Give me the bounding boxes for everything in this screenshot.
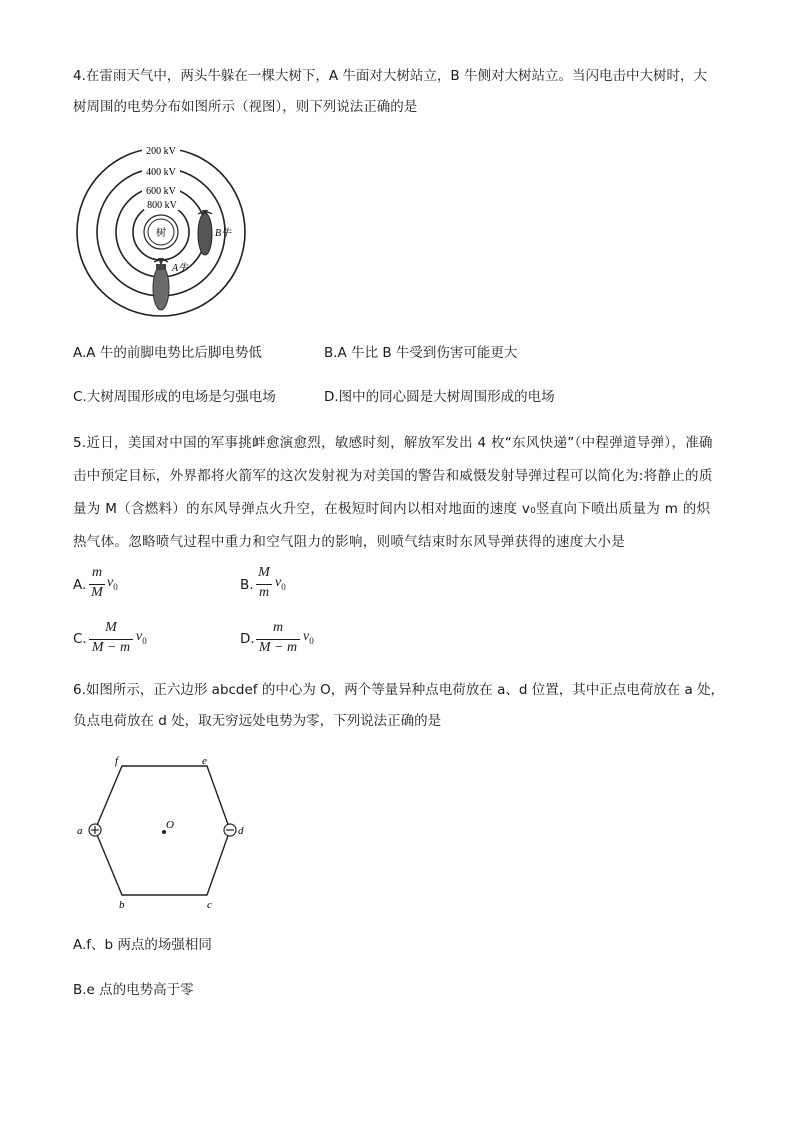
q4-stem-line1: 4.在雷雨天气中，两头牛躲在一棵大树下，A 牛面对大树站立，B 牛侧对大树站立。当闪电击中大树时，大 [73, 68, 707, 84]
fraction-denominator: M [91, 585, 103, 600]
vertex-label-f: f [115, 755, 119, 767]
q5-option-d-label: D. [240, 631, 255, 647]
cow-a-label: A牛 [172, 263, 189, 274]
fraction-numerator: M [105, 620, 117, 635]
q5-option-c-label: C. [73, 631, 87, 647]
vertex-label-a: a [77, 825, 83, 837]
q5-option-b-v0: $v_0$ [275, 575, 286, 592]
q6-stem-line2: 负点电荷放在 d 处，取无穷远处电势为零，下列说法正确的是 [73, 713, 442, 729]
q5-option-a-v0: $v_0$ [107, 575, 118, 592]
q6-stem-line1: 6.如图所示，正六边形 abcdef 的中心为 O，两个等量异种点电荷放在 a、d 位置，其中正点电荷放在 a 处， [73, 682, 725, 698]
fraction-denominator: M − m [91, 640, 131, 655]
q4-potential-figure [76, 138, 251, 323]
fraction-numerator: m [272, 620, 284, 635]
q5-option-c-v0: $v_0$ [136, 629, 147, 646]
cow-b-icon [198, 210, 212, 255]
tree-label: 树 [156, 228, 166, 239]
q6-hexagon-figure [72, 752, 262, 912]
fraction-denominator: M − m [258, 640, 298, 655]
q5-option-c-fraction [88, 618, 134, 662]
vertex-label-d: d [238, 825, 244, 837]
q4-option-b: B.A 牛比 B 牛受到伤害可能更大 [324, 345, 518, 361]
q4-option-a: A.A 牛的前脚电势比后脚电势低 [73, 345, 262, 361]
negative-charge-icon [224, 824, 236, 836]
q5-option-b-label: B. [240, 577, 254, 593]
q5-option-b-fraction [255, 563, 273, 607]
vertex-label-c: c [207, 899, 212, 911]
q4-stem-line2: 树周围的电势分布如图所示（视图），则下列说法正确的是 [73, 99, 418, 115]
q5-option-d-v0: $v_0$ [303, 629, 314, 646]
q4-option-c: C.大树周围形成的电场是匀强电场 [73, 389, 276, 405]
vertex-label-b: b [119, 899, 125, 911]
q6-option-a: A.f、b 两点的场强相同 [73, 937, 212, 953]
q4-option-d: D.图中的同心圆是大树周围形成的电场 [324, 389, 555, 405]
q5-option-a-fraction [88, 563, 106, 607]
label-600kv: 600 kV [146, 186, 176, 197]
q5-stem: 5.近日，美国对中国的军事挑衅愈演愈烈，敏感时刻，解放军发出 4 枚“东风快递”（中程弹道导弹），准确击中预定目标，外界都将火箭军的这次发射视为对美国的警告和威慑发射导弹过程可以简化为:将静止的质量为 M（含燃料）的东风导弹点火升空，在极短时间内以相对地面的速度 v₀竖直向下喷出质量为 m 的炽热气体。忽略喷气过程中重力和空气阻力的影响，则喷气结束时东风导弹获得的速度大小是 [73, 435, 713, 550]
q5-option-a-label: A. [73, 577, 87, 593]
label-800kv: 800 kV [147, 200, 177, 211]
fraction-numerator: m [91, 565, 103, 580]
label-400kv: 400 kV [146, 167, 176, 178]
positive-charge-icon [89, 824, 101, 836]
q6-option-b: B.e 点的电势高于零 [73, 982, 194, 998]
q5-option-d-fraction [255, 618, 301, 662]
label-o: O [166, 819, 174, 831]
cow-a-icon [153, 258, 169, 310]
label-200kv: 200 kV [146, 146, 176, 157]
vertex-label-e: e [202, 755, 207, 767]
fraction-denominator: m [258, 585, 270, 600]
cow-b-label: B牛 [215, 228, 232, 239]
fraction-numerator: M [258, 565, 270, 580]
